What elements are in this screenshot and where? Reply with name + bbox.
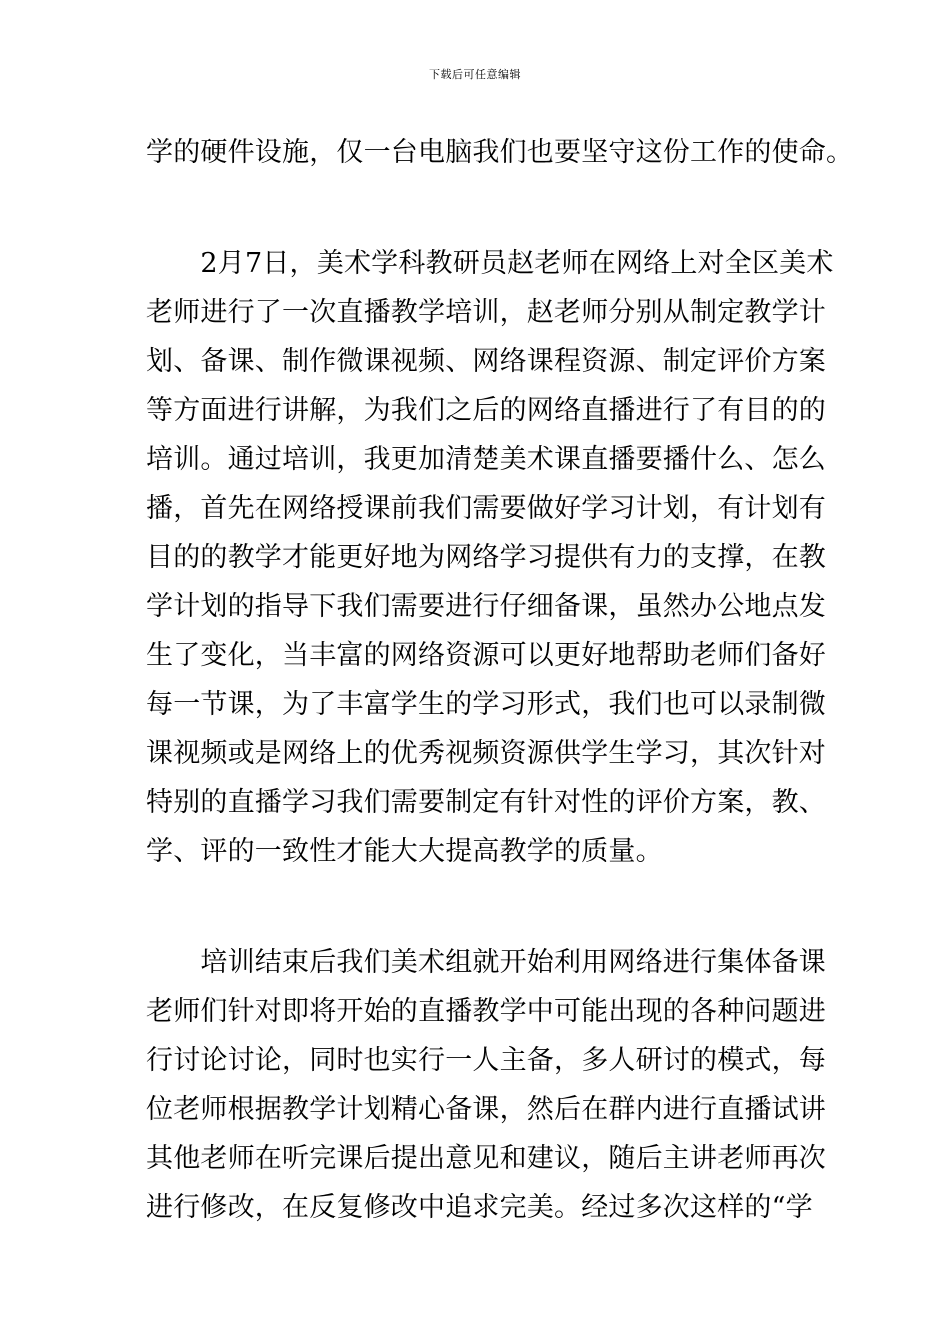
- paragraph-gap: [146, 876, 816, 938]
- text-line: 老师们针对即将开始的直播教学中可能出现的各种问题进: [146, 996, 826, 1027]
- text-line: 学计划的指导下我们需要进行仔细备课，虽然办公地点发: [146, 591, 826, 622]
- text-line: 生了变化，当丰富的网络资源可以更好地帮助老师们备好: [146, 640, 826, 671]
- text-line: 其他老师在听完课后提出意见和建议，随后主讲老师再次: [146, 1143, 826, 1174]
- header-note: 下载后可任意编辑: [429, 68, 521, 81]
- text-line: 2月7日，美术学科教研员赵老师在网络上对全区美术: [146, 248, 834, 279]
- text-line: 播，首先在网络授课前我们需要做好学习计划，有计划有: [146, 493, 826, 524]
- text-line: 学、评的一致性才能大大提高教学的质量。: [146, 836, 663, 867]
- text-line: 目的的教学才能更好地为网络学习提供有力的支撑，在教: [146, 542, 826, 573]
- paragraph-3: [146, 938, 826, 1232]
- text-line: 每一节课，为了丰富学生的学习形式，我们也可以录制微: [146, 689, 826, 720]
- text-line: 培训。通过培训，我更加清楚美术课直播要播什么、怎么: [146, 444, 826, 475]
- paragraph-gap: [146, 177, 816, 239]
- text-line: 行讨论讨论，同时也实行一人主备，多人研讨的模式，每: [146, 1045, 826, 1076]
- paragraph-2: [146, 239, 834, 876]
- document-body: [146, 128, 854, 1232]
- text-line: 学的硬件设施，仅一台电脑我们也要坚守这份工作的使命。: [146, 137, 854, 168]
- text-line: 特别的直播学习我们需要制定有针对性的评价方案，教、: [146, 787, 826, 818]
- text-line: 老师进行了一次直播教学培训，赵老师分别从制定教学计: [146, 297, 826, 328]
- text-line: 进行修改，在反复修改中追求完美。经过多次这样的“学: [146, 1192, 813, 1223]
- text-line: 位老师根据教学计划精心备课，然后在群内进行直播试讲: [146, 1094, 826, 1125]
- paragraph-1: [146, 128, 854, 177]
- text-line: 划、备课、制作微课视频、网络课程资源、制定评价方案: [146, 346, 826, 377]
- text-line: 课视频或是网络上的优秀视频资源供学生学习，其次针对: [146, 738, 826, 769]
- text-line: 培训结束后我们美术组就开始利用网络进行集体备课: [146, 947, 826, 978]
- text-line: 等方面进行讲解，为我们之后的网络直播进行了有目的的: [146, 395, 826, 426]
